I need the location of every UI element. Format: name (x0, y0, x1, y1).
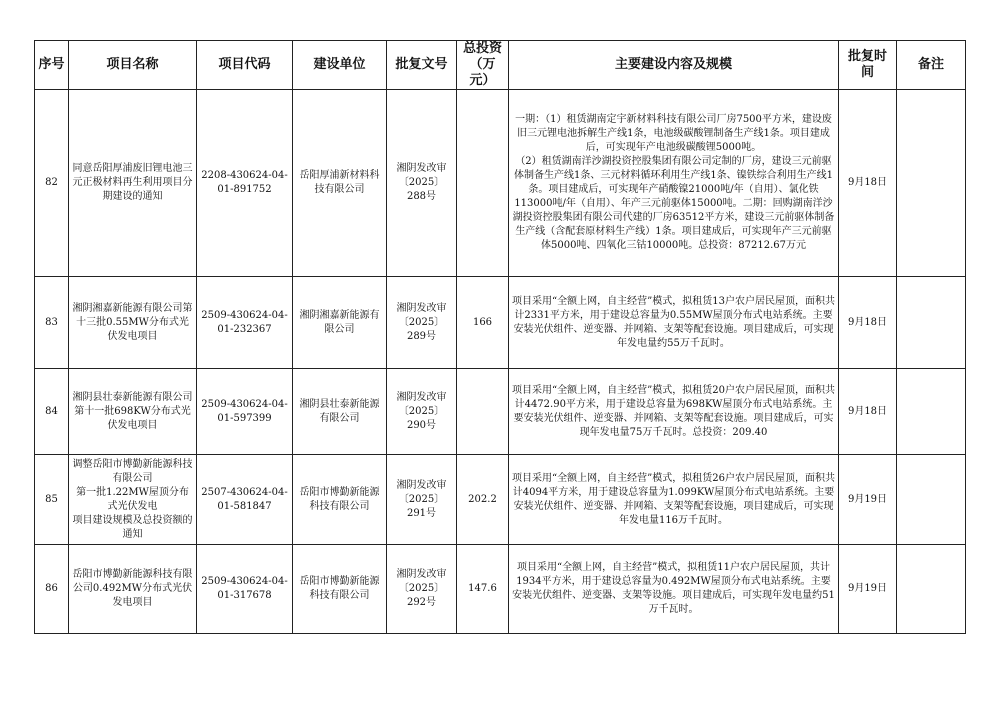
header-content: 主要建设内容及规模 (509, 41, 839, 90)
header-name: 项目名称 (69, 41, 197, 90)
cell-invest: 147.6 (457, 545, 509, 634)
cell-content (509, 90, 839, 277)
header-unit: 建设单位 (293, 41, 387, 90)
cell-name: 湘阴县壮泰新能源有限公司第十一批698KW分布式光伏发电项目 (69, 369, 197, 455)
cell-doc: 湘阴发改审〔2025〕290号 (387, 369, 457, 455)
cell-code: 2208-430624-04-01-891752 (197, 90, 293, 277)
cell-name: 同意岳阳厚浦废旧锂电池三元正极材料再生利用项目分期建设的通知 (69, 90, 197, 277)
cell-unit: 岳阳市博勤新能源科技有限公司 (293, 545, 387, 634)
cell-date: 9月19日 (839, 455, 897, 545)
cell-note (897, 90, 966, 277)
header-date: 批复时间 (839, 41, 897, 90)
header-code: 项目代码 (197, 41, 293, 90)
content-line: 项目采用“全额上网，自主经营”模式，拟租赁26户农户居民屋顶，面积共计4094平方米，用于建设总容量为1.099KW屋顶分布式电站系统。主要安装光伏组件、逆变器、并网箱、支架等配套设施，项目建成后，可实现年发电量116万千瓦时。 (512, 472, 835, 526)
cell-note (897, 545, 966, 634)
header-row (35, 41, 966, 90)
cell-invest (457, 369, 509, 455)
cell-note (897, 369, 966, 455)
table-row (35, 369, 966, 455)
cell-seq: 83 (35, 277, 69, 369)
content-line: 一期：（1）租赁湖南定宇新材料科技有限公司厂房7500平方米，建设废旧三元锂电池拆解生产线1条，电池级碳酸锂制备生产线1条。项目建成后，可实现年产电池级碳酸锂5000吨。 (515, 114, 832, 153)
cell-date: 9月18日 (839, 90, 897, 277)
cell-seq: 86 (35, 545, 69, 634)
cell-invest: 166 (457, 277, 509, 369)
cell-name: 湘阴湘嘉新能源有限公司第十三批0.55MW分布式光伏发电项目 (69, 277, 197, 369)
cell-content (509, 545, 839, 634)
cell-date: 9月19日 (839, 545, 897, 634)
table-row (35, 545, 966, 634)
cell-date: 9月18日 (839, 369, 897, 455)
cell-code: 2509-430624-04-01-232367 (197, 277, 293, 369)
cell-unit: 湘阴县壮泰新能源有限公司 (293, 369, 387, 455)
table-row (35, 90, 966, 277)
cell-content (509, 455, 839, 545)
cell-unit: 湘阴湘嘉新能源有限公司 (293, 277, 387, 369)
cell-name: 岳阳市博勤新能源科技有限公司0.492MW分布式光伏发电项目 (69, 545, 197, 634)
cell-doc: 湘阴发改审〔2025〕289号 (387, 277, 457, 369)
cell-unit: 岳阳厚浦新材料科技有限公司 (293, 90, 387, 277)
table-row (35, 277, 966, 369)
content-line: 项目采用“全额上网，自主经营”模式，拟租赁20户农户居民屋顶，面积共计4472.90平方米，用于建设总容量为698KW屋顶分布式电站系统。主要安装光伏组件、逆变器、并网箱、支架等配套设施。项目建成后，可实现年发电量75万千瓦时。总投资：209.40 (512, 384, 835, 438)
cell-note (897, 277, 966, 369)
cell-date: 9月18日 (839, 277, 897, 369)
cell-seq: 84 (35, 369, 69, 455)
cell-invest: 202.2 (457, 455, 509, 545)
cell-doc: 湘阴发改审〔2025〕291号 (387, 455, 457, 545)
name-line: 第一批1.22MW屋顶分布式光伏发电 (76, 486, 189, 512)
cell-code: 2509-430624-04-01-597399 (197, 369, 293, 455)
cell-doc: 湘阴发改审〔2025〕288号 (387, 90, 457, 277)
cell-content (509, 369, 839, 455)
name-line: 项目建设规模及总投资额的通知 (72, 514, 193, 540)
header-seq: 序号 (35, 41, 69, 90)
content-line: 项目采用“全额上网，自主经营”模式，拟租赁13户农户居民屋顶，面积共计2331平方米，用于建设总容量为0.55MW屋顶分布式电站系统。主要安装光伏组件、逆变器、并网箱、支架等配套设施。项目建成后，可实现年发电量约55万千瓦时。 (512, 295, 835, 349)
cell-code: 2509-430624-04-01-317678 (197, 545, 293, 634)
cell-content (509, 277, 839, 369)
cell-name (69, 455, 197, 545)
cell-seq: 85 (35, 455, 69, 545)
header-invest-line1: 总投资 (462, 41, 502, 56)
cell-seq: 82 (35, 90, 69, 277)
header-doc: 批复文号 (387, 41, 457, 90)
cell-note (897, 455, 966, 545)
table-row (35, 455, 966, 545)
project-approval-table (34, 40, 966, 634)
cell-invest (457, 90, 509, 277)
header-invest (457, 41, 509, 90)
cell-unit: 岳阳市博勤新能源科技有限公司 (293, 455, 387, 545)
header-note: 备注 (897, 41, 966, 90)
cell-code: 2507-430624-04-01-581847 (197, 455, 293, 545)
content-line: 项目采用“全额上网，自主经营”模式，拟租赁11户农户居民屋顶，共计1934平方米，用于建设总容量为0.492MW屋顶分布式电站系统。主要安装光伏组件、逆变器、支架等设施。项目建成后，可实现年发电量约51万千瓦时。 (512, 562, 835, 615)
name-line: 调整岳阳市博勤新能源科技有限公司 (72, 458, 193, 484)
header-invest-line2: （万元） (469, 57, 496, 88)
content-line: （2）租赁湖南洋沙湖投资控股集团有限公司定制的厂房，建设三元前驱体制备生产线1条、三元材料循环利用生产线1条、镍铁综合利用生产线1条。项目建成后，可实现年产硝酸镍21000吨/年（自用）、氯化铁113000吨/年（自用）、年产三元前驱体15000吨。二期：回购湖南洋沙湖投资控股集团有限公司代建的厂房63512平方米，建设三元前驱体制备生产线（含配套原材料生产线）1条。项目建成后，可实现年产三元前驱体5000吨、四氧化三钴10000吨。总投资：87212.67万元 (512, 156, 835, 251)
cell-doc: 湘阴发改审〔2025〕292号 (387, 545, 457, 634)
